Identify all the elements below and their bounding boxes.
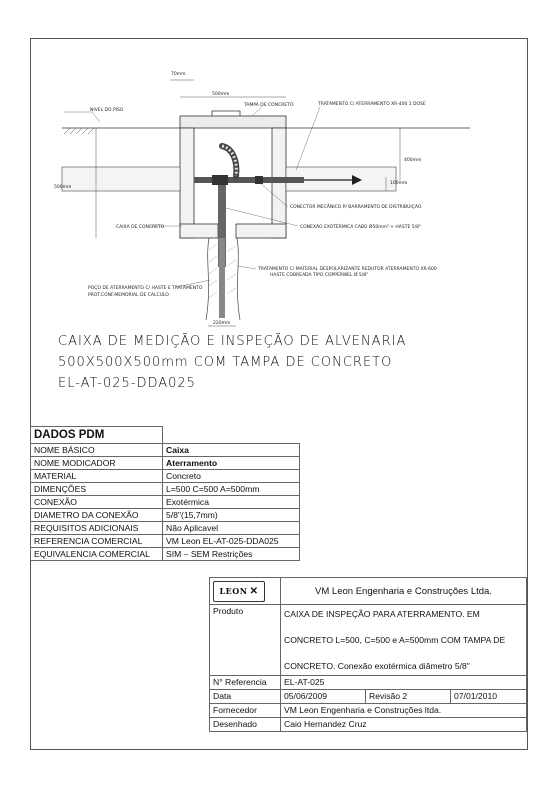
table-row — [31, 470, 300, 483]
produto-description — [281, 605, 527, 676]
desenhado-value: Caio Hernandez Cruz — [281, 718, 527, 732]
ground-rod-lower — [219, 238, 225, 318]
table-row — [31, 522, 300, 535]
data-row — [210, 690, 527, 704]
label-tampa: TAMPA DE CONCRETO — [244, 103, 294, 108]
leader-conexao — [226, 208, 298, 226]
table-row — [31, 457, 300, 470]
pdm-key: CONEXÃO — [31, 496, 163, 509]
label-dim-500-left: 500mm — [54, 185, 72, 190]
fornecedor-value: VM Leon Engenharia e Construções ltda. — [281, 704, 527, 718]
label-dim-500-top: 500mm — [212, 92, 230, 97]
label-poco-1: POÇO DE ATERRAMENTO C/ HASTE E TRATAMENTO — [88, 286, 203, 291]
leader-tampa — [252, 107, 262, 116]
table-row — [31, 483, 300, 496]
produto-line-3: CONCRETO. Conexão exotérmica diâmetro 5/8" — [284, 661, 470, 671]
revisao-date: 07/01/2010 — [451, 690, 527, 704]
table-row — [31, 509, 300, 522]
desenhado-row — [210, 718, 527, 732]
box-wall-left — [180, 128, 194, 238]
table-row — [31, 444, 300, 457]
label-poco-2: PROT.CONF.MEMORIAL DE CALCULO — [88, 293, 169, 298]
pdm-key: DIAMETRO DA CONEXÃO — [31, 509, 163, 522]
pdm-value: SIM – SEM Restrições — [163, 548, 300, 561]
desenhado-label: Desenhado — [210, 718, 281, 732]
pdm-value: L=500 C=500 A=500mm — [163, 483, 300, 496]
pdm-value: Exotérmica — [163, 496, 300, 509]
produto-label: Produto — [210, 605, 281, 676]
horizontal-cable — [194, 177, 304, 183]
logo-text: LEON — [219, 586, 248, 596]
table-row — [31, 535, 300, 548]
pdm-header-row — [31, 427, 300, 444]
produto-line-1: CAIXA DE INSPEÇÃO PARA ATERRAMENTO. EM — [284, 609, 480, 619]
pdm-header: DADOS PDM — [31, 427, 163, 444]
leader-tratamento-mid — [238, 266, 256, 269]
logo-cell — [210, 578, 281, 605]
referencia-row — [210, 676, 527, 690]
leon-title-block — [209, 577, 527, 732]
pdm-value: Aterramento — [163, 457, 300, 470]
box-floor-left — [180, 224, 218, 238]
referencia-value: EL-AT-025 — [281, 676, 527, 690]
title-line-2: 500X500X500mm COM TAMPA DE CONCRETO — [58, 355, 393, 370]
pdm-key: REQUISITOS ADICIONAIS — [31, 522, 163, 535]
label-conexao: CONEXÃO EXOTÉRMICA CABO Ø50mm² + HASTE 5/8" — [300, 225, 422, 230]
produto-line-2: CONCRETO L=500, C=500 e A=500mm COM TAMPA DE — [284, 635, 506, 645]
label-tratamento-top: TRATAMENTO C/ ATERRAMENTO XR-400 1 DOSE — [318, 102, 426, 107]
leon-logo — [213, 581, 265, 602]
pdm-key: NOME BÁSICO — [31, 444, 163, 457]
fornecedor-label: Fornecedor — [210, 704, 281, 718]
pdm-value: VM Leon EL-AT-025-DDA025 — [163, 535, 300, 548]
referencia-label: N° Referencia — [210, 676, 281, 690]
data-label: Data — [210, 690, 281, 704]
data-value: 05/06/2009 — [281, 690, 366, 704]
label-caixa: CAIXA DE CONCRETO — [116, 225, 165, 230]
revisao-label: Revisão 2 — [366, 690, 451, 704]
table-row — [31, 496, 300, 509]
soil-band-left — [62, 167, 180, 191]
leader-nivel — [64, 112, 100, 122]
box-floor-right — [236, 224, 286, 238]
pdm-key: NOME MODICADOR — [31, 457, 163, 470]
leon-header-row — [210, 578, 527, 605]
label-nivel-piso: NIVEL DO PISO — [90, 108, 124, 113]
fornecedor-row — [210, 704, 527, 718]
label-dim-220: 220mm — [213, 321, 231, 326]
lid-handle — [212, 111, 240, 116]
table-row — [31, 548, 300, 561]
pdm-key: REFERENCIA COMERCIAL — [31, 535, 163, 548]
logo-cross-icon: ✕ — [249, 585, 259, 597]
pdm-value: 5/8"(15,7mm) — [163, 509, 300, 522]
pdm-table — [30, 426, 300, 561]
leader-tratamento-top — [296, 107, 320, 170]
connector-clamp — [255, 176, 263, 184]
pdm-key: DIMENÇÕES — [31, 483, 163, 496]
ground-hatch — [64, 128, 94, 134]
company-name: VM Leon Engenharia e Construções Ltda. — [281, 578, 527, 605]
drawing-title — [58, 331, 406, 394]
label-tratamento-mid-2: HASTE COBREADA TIPO COPPERWEL Ø 5/8" — [270, 273, 369, 278]
connector-block — [212, 175, 228, 185]
pdm-key: EQUIVALENCIA COMERCIAL — [31, 548, 163, 561]
label-tratamento-mid-1: TRATAMENTO C/ MATERIAL DESPOLARIZANTE REDUTOR ATERRAMENTO XR-600 — [258, 267, 437, 272]
technical-drawing — [0, 0, 558, 330]
pdm-key: MATERIAL — [31, 470, 163, 483]
title-line-1: CAIXA DE MEDIÇÃO E INSPEÇÃO DE ALVENARIA — [58, 334, 407, 349]
pdm-value: Caixa — [163, 444, 300, 457]
label-dim-400: 400mm — [404, 158, 422, 163]
label-conector: CONECTOR MECÂNICO P/ BARRAMENTO DE DISTRIBUIÇÃO — [290, 205, 422, 210]
label-dim-70: 70mm — [171, 72, 186, 77]
produto-row — [210, 605, 527, 676]
concrete-lid — [180, 116, 286, 128]
pdm-value: Não Aplicavel — [163, 522, 300, 535]
label-dim-100: 100mm — [390, 181, 408, 186]
title-line-3: EL-AT-025-DDA025 — [58, 376, 196, 391]
pdm-value: Concreto — [163, 470, 300, 483]
